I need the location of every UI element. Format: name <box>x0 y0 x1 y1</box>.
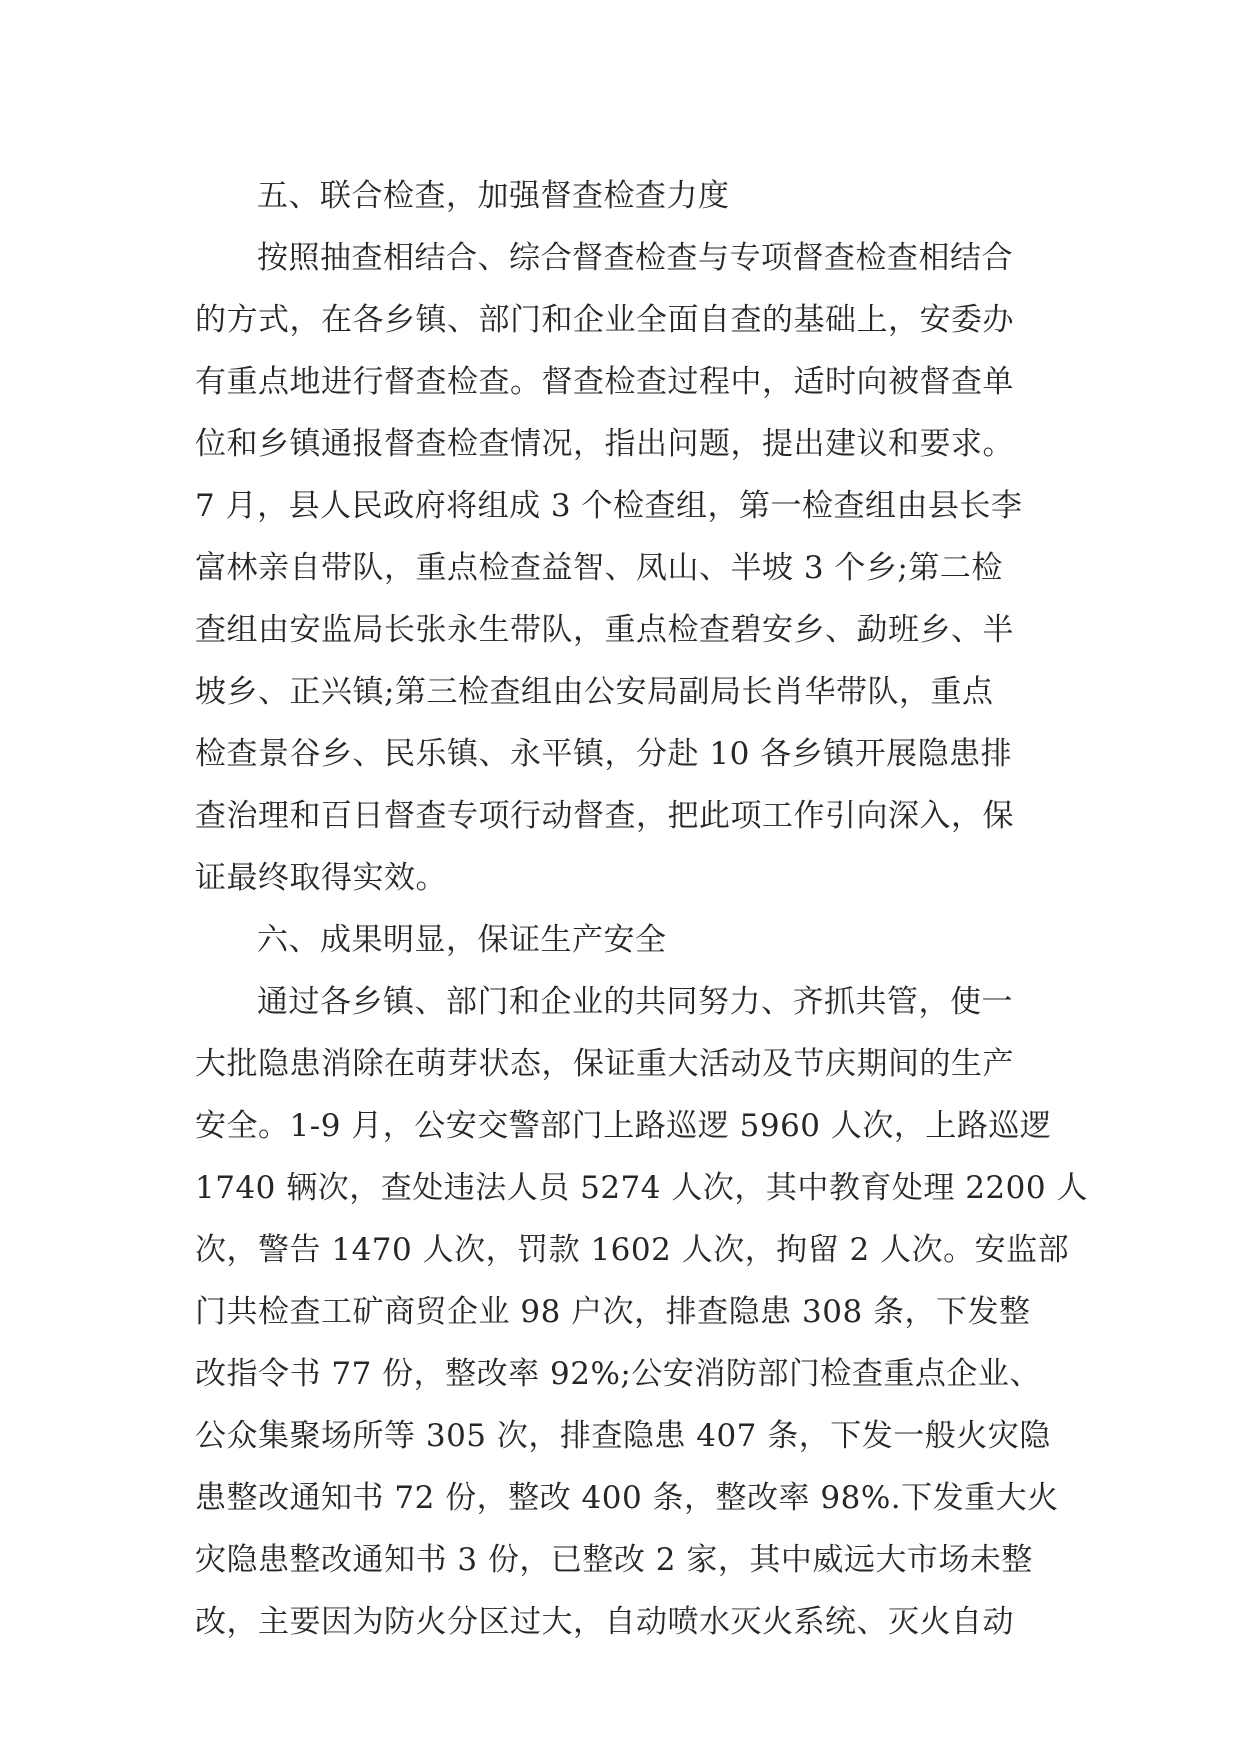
paragraph-line: 检查景谷乡、民乐镇、永平镇，分赴 10 各乡镇开展隐患排 <box>195 736 1013 772</box>
paragraph-line: 公众集聚场所等 305 次，排查隐患 407 条，下发一般火灾隐 <box>195 1418 1051 1454</box>
paragraph-line: 坡乡、正兴镇;第三检查组由公安局副局长肖华带队，重点 <box>195 674 994 710</box>
paragraph-line: 的方式，在各乡镇、部门和企业全面自查的基础上，安委办 <box>195 302 1014 338</box>
section-heading-6: 六、成果明显，保证生产安全 <box>257 922 667 958</box>
paragraph-line: 通过各乡镇、部门和企业的共同努力、齐抓共管，使一 <box>257 984 1013 1020</box>
paragraph-line: 查治理和百日督查专项行动督查，把此项工作引向深入，保 <box>195 798 1014 834</box>
paragraph-line: 证最终取得实效。 <box>195 860 447 896</box>
paragraph-line: 按照抽查相结合、综合督查检查与专项督查检查相结合 <box>257 240 1013 276</box>
paragraph-line: 改指令书 77 份，整改率 92%;公安消防部门检查重点企业、 <box>195 1356 1041 1392</box>
paragraph-line: 灾隐患整改通知书 3 份，已整改 2 家，其中威远大市场未整 <box>195 1542 1033 1578</box>
paragraph-line: 安全。1-9 月，公安交警部门上路巡逻 5960 人次，上路巡逻 <box>195 1108 1052 1144</box>
document-body <box>195 165 1088 1653</box>
section-heading-5: 五、联合检查，加强督查检查力度 <box>257 178 730 214</box>
paragraph-line: 大批隐患消除在萌芽状态，保证重大活动及节庆期间的生产 <box>195 1046 1014 1082</box>
paragraph-line: 有重点地进行督查检查。督查检查过程中，适时向被督查单 <box>195 364 1014 400</box>
paragraph-line: 1740 辆次，查处违法人员 5274 人次，其中教育处理 2200 人 <box>195 1170 1088 1206</box>
paragraph-line: 富林亲自带队，重点检查益智、凤山、半坡 3 个乡;第二检 <box>195 550 1003 586</box>
paragraph-line: 门共检查工矿商贸企业 98 户次，排查隐患 308 条，下发整 <box>195 1294 1031 1330</box>
paragraph-line: 位和乡镇通报督查检查情况，指出问题，提出建议和要求。 <box>195 426 1014 462</box>
paragraph-line: 7 月，县人民政府将组成 3 个检查组，第一检查组由县长李 <box>195 488 1023 524</box>
paragraph-line: 次，警告 1470 人次，罚款 1602 人次，拘留 2 人次。安监部 <box>195 1232 1070 1268</box>
paragraph-line: 改，主要因为防火分区过大，自动喷水灭火系统、灭火自动 <box>195 1604 1014 1640</box>
paragraph-line: 查组由安监局长张永生带队，重点检查碧安乡、勐班乡、半 <box>195 612 1014 648</box>
paragraph-line: 患整改通知书 72 份，整改 400 条，整改率 98%.下发重大火 <box>195 1480 1059 1516</box>
